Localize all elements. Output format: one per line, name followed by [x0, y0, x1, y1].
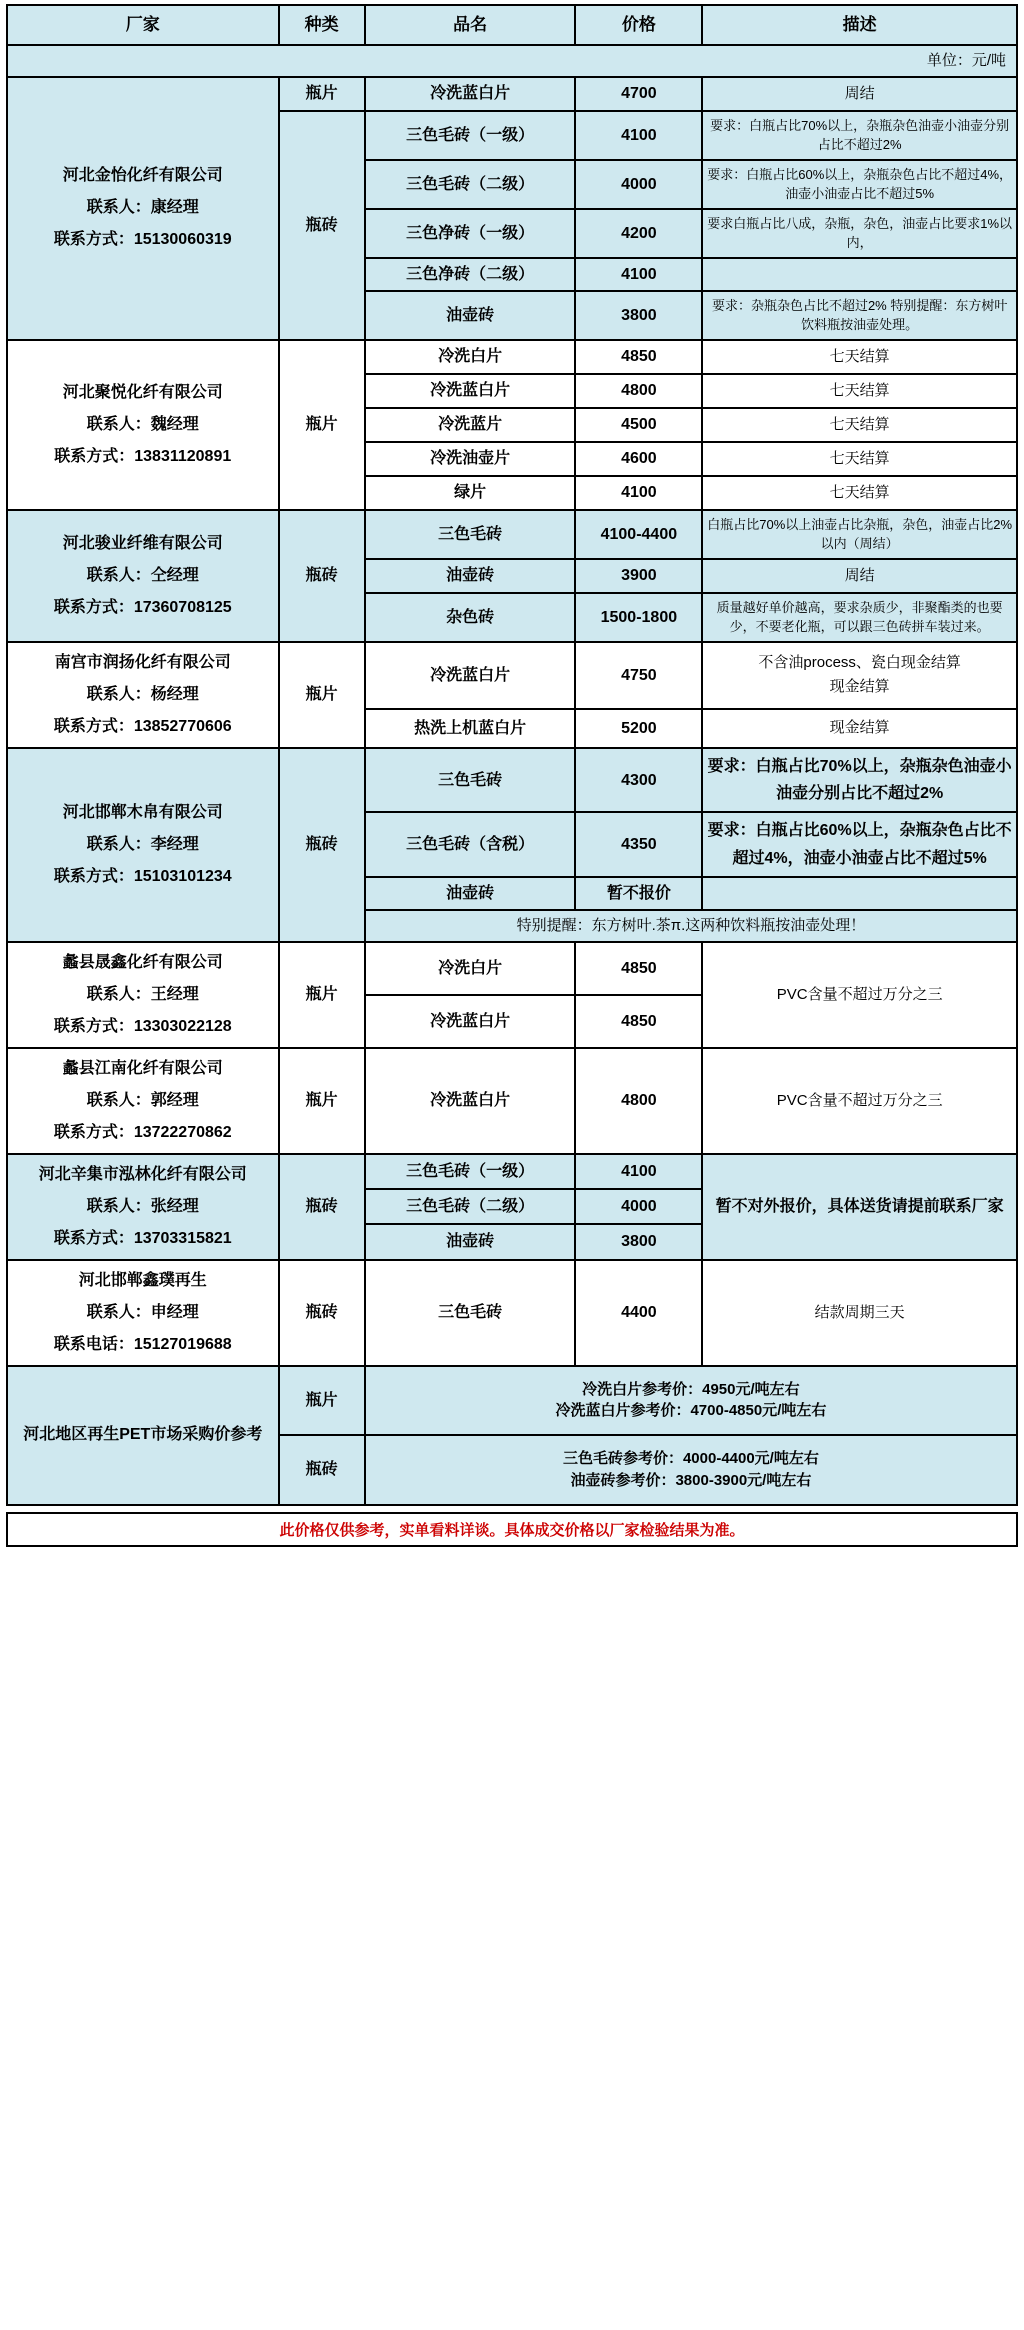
price-cell: 4100: [575, 258, 702, 291]
price-cell: 4300: [575, 748, 702, 812]
maker-line: 联系人：仝经理: [86, 566, 199, 584]
maker-cell: [7, 642, 279, 748]
maker-line: 河北辛集市泓林化纤有限公司: [38, 1165, 247, 1183]
table-row: [7, 340, 1017, 374]
kind-cell: 瓶砖: [279, 510, 365, 642]
product-name-cell: 冷洗蓝片: [365, 408, 576, 442]
price-cell: 4600: [575, 442, 702, 476]
product-name-cell: 冷洗白片: [365, 942, 576, 995]
price-cell: 4850: [575, 340, 702, 374]
price-cell: 4850: [575, 942, 702, 995]
reference-lines-cell: 三色毛砖参考价：4000-4400元/吨左右 油壶砖参考价：3800-3900元/吨左右: [365, 1435, 1017, 1505]
maker-line: 蠡县江南化纤有限公司: [62, 1059, 223, 1077]
desc-cell: 七天结算: [702, 442, 1017, 476]
special-note-cell: 特别提醒：东方树叶.茶π.这两种饮料瓶按油壶处理！: [365, 910, 1017, 942]
desc-cell: 七天结算: [702, 340, 1017, 374]
maker-cell: [7, 77, 279, 340]
price-cell: 4100: [575, 476, 702, 510]
product-name-cell: 三色净砖（一级）: [365, 209, 576, 258]
desc-cell: 白瓶占比70%以上油壶占比杂瓶，杂色，油壶占比2%以内（周结）: [702, 510, 1017, 559]
maker-line: 联系人：郭经理: [86, 1091, 199, 1109]
maker-line: 联系方式：15103101234: [53, 867, 232, 885]
maker-cell: [7, 748, 279, 942]
maker-line: 联系方式：13303022128: [53, 1017, 232, 1035]
kind-cell: 瓶片: [279, 642, 365, 748]
product-name-cell: 油壶砖: [365, 559, 576, 593]
desc-cell: 质量越好单价越高，要求杂质少，非聚酯类的也要少，不要老化瓶，可以跟三色砖拼车装过来。: [702, 593, 1017, 642]
maker-line: 河北骏业纤维有限公司: [62, 534, 223, 552]
table-header-row: [7, 5, 1017, 45]
desc-cell: 要求：杂瓶杂色占比不超过2% 特别提醒：东方树叶饮料瓶按油壶处理。: [702, 291, 1017, 340]
product-name-cell: 冷洗蓝白片: [365, 1048, 576, 1154]
desc-cell: 七天结算: [702, 476, 1017, 510]
reference-kind-cell: 瓶砖: [279, 1435, 365, 1505]
maker-cell: [7, 1154, 279, 1260]
maker-line: 联系方式：13852770606: [53, 717, 232, 735]
kind-cell: 瓶砖: [279, 111, 365, 340]
table-row: [7, 942, 1017, 995]
price-cell: 4100: [575, 1154, 702, 1189]
product-name-cell: 三色毛砖（二级）: [365, 1189, 576, 1224]
kind-cell: 瓶砖: [279, 1260, 365, 1366]
unit-row: [7, 45, 1017, 77]
maker-line: 联系电话：15127019688: [53, 1335, 232, 1353]
product-name-cell: 热洗上机蓝白片: [365, 709, 576, 748]
price-cell: 4100-4400: [575, 510, 702, 559]
table-row: [7, 1260, 1017, 1366]
product-name-cell: 三色毛砖（二级）: [365, 160, 576, 209]
reference-kind-cell: 瓶片: [279, 1366, 365, 1436]
maker-line: 联系方式：13703315821: [53, 1229, 232, 1247]
desc-cell: 周结: [702, 559, 1017, 593]
table-row: [7, 510, 1017, 559]
header-maker: 厂家: [7, 5, 279, 45]
reference-title-cell: 河北地区再生PET市场采购价参考: [7, 1366, 279, 1505]
product-name-cell: 冷洗白片: [365, 340, 576, 374]
table-body: [7, 45, 1017, 1505]
kind-cell: 瓶砖: [279, 1154, 365, 1260]
price-cell: 4800: [575, 374, 702, 408]
product-name-cell: 冷洗蓝白片: [365, 995, 576, 1048]
maker-cell: [7, 942, 279, 1048]
desc-cell: 暂不对外报价，具体送货请提前联系厂家: [702, 1154, 1017, 1260]
kind-cell: 瓶片: [279, 942, 365, 1048]
product-name-cell: 绿片: [365, 476, 576, 510]
product-name-cell: 三色毛砖: [365, 510, 576, 559]
price-table: [6, 4, 1018, 1506]
maker-line: 联系人：申经理: [86, 1303, 199, 1321]
desc-cell: 不含油process、瓷白现金结算 现金结算: [702, 642, 1017, 709]
price-cell: 5200: [575, 709, 702, 748]
product-name-cell: 三色净砖（二级）: [365, 258, 576, 291]
footer-note: 此价格仅供参考，实单看料详谈。具体成交价格以厂家检验结果为准。: [6, 1512, 1018, 1547]
price-cell: 3900: [575, 559, 702, 593]
maker-line: 联系方式：15130060319: [53, 231, 232, 249]
product-name-cell: 冷洗蓝白片: [365, 642, 576, 709]
price-cell: 4200: [575, 209, 702, 258]
maker-line: 联系方式：17360708125: [53, 598, 232, 616]
price-cell: 4000: [575, 160, 702, 209]
desc-cell: 要求白瓶占比八成，杂瓶，杂色，油壶占比要求1%以内，: [702, 209, 1017, 258]
product-name-cell: 油壶砖: [365, 1224, 576, 1259]
price-cell: 4350: [575, 812, 702, 876]
desc-cell: [702, 877, 1017, 910]
header-desc: 描述: [702, 5, 1017, 45]
desc-cell: 周结: [702, 77, 1017, 111]
price-cell: 4800: [575, 1048, 702, 1154]
maker-line: 联系方式：13831120891: [54, 447, 232, 465]
kind-cell: 瓶片: [279, 1048, 365, 1154]
header-kind: 种类: [279, 5, 365, 45]
table-row: [7, 748, 1017, 812]
desc-cell: 七天结算: [702, 408, 1017, 442]
product-name-cell: 杂色砖: [365, 593, 576, 642]
product-name-cell: 三色毛砖（一级）: [365, 1154, 576, 1189]
price-cell: 4750: [575, 642, 702, 709]
maker-line: 河北金怡化纤有限公司: [62, 167, 223, 185]
price-cell: 4100: [575, 111, 702, 160]
product-name-cell: 冷洗油壶片: [365, 442, 576, 476]
reference-lines-cell: 冷洗白片参考价：4950元/吨左右 冷洗蓝白片参考价：4700-4850元/吨左右: [365, 1366, 1017, 1436]
desc-cell: [702, 258, 1017, 291]
maker-line: 河北聚悦化纤有限公司: [62, 383, 223, 401]
price-cell: 1500-1800: [575, 593, 702, 642]
kind-cell: 瓶片: [279, 340, 365, 510]
product-name-cell: 三色毛砖（含税）: [365, 812, 576, 876]
header-price: 价格: [575, 5, 702, 45]
maker-cell: [7, 1048, 279, 1154]
price-cell: 3800: [575, 291, 702, 340]
desc-cell: 要求：白瓶占比60%以上，杂瓶杂色占比不超过4%，油壶小油壶占比不超过5%: [702, 160, 1017, 209]
maker-line: 联系人：张经理: [86, 1197, 199, 1215]
table-row: [7, 1048, 1017, 1154]
kind-cell: 瓶片: [279, 77, 365, 111]
desc-cell: 现金结算: [702, 709, 1017, 748]
maker-line: 联系人：李经理: [86, 835, 199, 853]
table-row: [7, 642, 1017, 709]
product-name-cell: 三色毛砖: [365, 748, 576, 812]
price-cell: 4400: [575, 1260, 702, 1366]
price-cell: 3800: [575, 1224, 702, 1259]
maker-line: 河北邯郸木帛有限公司: [62, 803, 223, 821]
maker-line: 蠡县晟鑫化纤有限公司: [62, 953, 223, 971]
maker-line: 联系人：魏经理: [86, 415, 199, 433]
maker-line: 联系人：王经理: [86, 985, 199, 1003]
table-row: [7, 1154, 1017, 1189]
maker-cell: [7, 340, 279, 510]
reference-row: [7, 1366, 1017, 1436]
kind-cell: 瓶砖: [279, 748, 365, 942]
header-product: 品名: [365, 5, 576, 45]
maker-line: 南宫市润扬化纤有限公司: [54, 653, 231, 671]
maker-cell: [7, 1260, 279, 1366]
desc-cell: PVC含量不超过万分之三: [702, 1048, 1017, 1154]
desc-cell: 结款周期三天: [702, 1260, 1017, 1366]
product-name-cell: 油壶砖: [365, 877, 576, 910]
price-cell: 4500: [575, 408, 702, 442]
product-name-cell: 冷洗蓝白片: [365, 374, 576, 408]
maker-line: 联系人：康经理: [86, 199, 199, 217]
desc-cell: 要求：白瓶占比60%以上，杂瓶杂色占比不超过4%，油壶小油壶占比不超过5%: [702, 812, 1017, 876]
table-row: [7, 77, 1017, 111]
desc-cell: PVC含量不超过万分之三: [702, 942, 1017, 1048]
desc-cell: 要求：白瓶占比70%以上，杂瓶杂色油壶小油壶分别占比不超过2%: [702, 111, 1017, 160]
desc-cell: 七天结算: [702, 374, 1017, 408]
product-name-cell: 三色毛砖: [365, 1260, 576, 1366]
price-cell: 4000: [575, 1189, 702, 1224]
unit-label: 单位：元/吨: [7, 45, 1017, 77]
price-cell: 4850: [575, 995, 702, 1048]
maker-line: 河北邯郸鑫璞再生: [78, 1271, 207, 1289]
maker-line: 联系方式：13722270862: [53, 1123, 232, 1141]
product-name-cell: 三色毛砖（一级）: [365, 111, 576, 160]
price-cell: 4700: [575, 77, 702, 111]
maker-line: 联系人：杨经理: [86, 685, 199, 703]
desc-cell: 要求：白瓶占比70%以上，杂瓶杂色油壶小油壶分别占比不超过2%: [702, 748, 1017, 812]
maker-cell: [7, 510, 279, 642]
price-cell: 暂不报价: [575, 877, 702, 910]
product-name-cell: 冷洗蓝白片: [365, 77, 576, 111]
product-name-cell: 油壶砖: [365, 291, 576, 340]
